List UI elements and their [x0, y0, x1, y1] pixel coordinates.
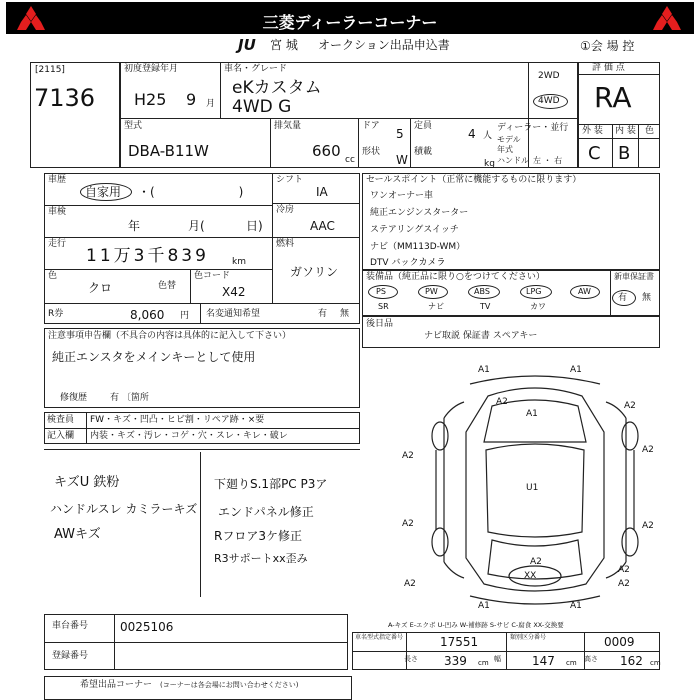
inspection-month: 月( — [188, 219, 205, 233]
remark-left: AWキズ — [54, 527, 101, 542]
damage-mark: A2 — [642, 521, 654, 531]
displacement-unit: cc — [345, 155, 355, 165]
history-label: 車歴 — [48, 175, 67, 185]
copy-mark: ①会 場 控 — [580, 39, 635, 53]
damage-mark: A1 — [526, 409, 538, 419]
registration-label: 登録番号 — [52, 651, 89, 661]
banner-title: 三菱ディーラーコーナー — [262, 13, 438, 32]
damage-mark: XX — [524, 571, 537, 581]
drive-2wd: 2WD — [538, 71, 560, 81]
damage-mark: A2 — [624, 401, 636, 411]
equipment-label: 装備品（純正品に限り○をつけてください） — [366, 272, 545, 282]
repair-label: 修復歴 — [60, 393, 88, 403]
inspector-row-2: 内装・キズ・汚レ・コゲ・穴・スレ・キレ・破レ — [90, 431, 288, 441]
capacity-value: 4 — [468, 127, 476, 141]
displacement-value: 660 — [312, 142, 341, 160]
width-value: 147 — [532, 654, 555, 668]
shift-value: IA — [316, 185, 328, 199]
history-other: ・( ) — [138, 185, 244, 199]
drive-4wd: 4WD — [538, 96, 560, 106]
after-items-label: 後日品 — [366, 319, 394, 329]
type-number: 17551 — [440, 635, 479, 649]
model-value: DBA-B11W — [128, 142, 209, 160]
handle-label: ハンドル — [497, 156, 529, 165]
sales-point-item: ステアリングスイッチ — [370, 225, 459, 235]
mitsubishi-logo-icon — [652, 5, 682, 32]
aircon-value: AAC — [310, 219, 335, 233]
damage-mark: A1 — [570, 365, 582, 375]
warranty-yes: 有 — [618, 293, 628, 303]
inspection-year: 年 — [128, 219, 141, 233]
damage-mark: A2 — [618, 579, 630, 589]
exterior-label: 外 装 — [582, 126, 603, 136]
exterior-grade: C — [588, 143, 601, 164]
after-items-value: ナビ取説 保証書 スペアキー — [424, 331, 538, 341]
remark-right: Rフロア3ケ修正 — [214, 529, 302, 543]
width-unit: cm — [566, 659, 577, 667]
width-label: 幅 — [494, 655, 501, 663]
car-grade: 4WD G — [232, 97, 292, 117]
load-label: 積載 — [414, 147, 433, 157]
damage-mark: A1 — [478, 601, 490, 611]
damage-mark: A2 — [496, 397, 508, 407]
entry-label: 記入欄 — [47, 431, 75, 441]
remark-right: 下廻りS.1部PC P3ア — [214, 477, 328, 491]
equip-abs: ABS — [474, 287, 490, 296]
name-change-yes: 有 — [318, 309, 328, 319]
interior-label: 内 装 — [615, 126, 636, 136]
shape-value: W — [396, 153, 408, 167]
load-unit: kg — [484, 159, 495, 169]
sales-point-item: ナビ（MM113D-WM） — [370, 242, 466, 252]
category-number: 0009 — [604, 635, 635, 649]
mileage-value: 11万3千839 — [86, 246, 209, 266]
equip-lpg: LPG — [526, 287, 542, 296]
sales-points-label: セールスポイント（正常に機能するものに限ります） — [366, 175, 582, 185]
interior-grade: B — [618, 143, 631, 164]
first-reg-month: 9 — [186, 90, 197, 109]
damage-mark: A2 — [402, 519, 414, 529]
dealer-year-label: 年式 — [497, 145, 513, 154]
equip-pw: PW — [425, 287, 438, 296]
color-code-label: 色コード — [194, 271, 231, 281]
color-code: X42 — [222, 285, 246, 299]
sales-points-box — [362, 173, 660, 270]
remark-left: キズU 鉄粉 — [54, 475, 120, 490]
equip-ps: PS — [376, 287, 386, 296]
aircon-label: 冷房 — [276, 205, 295, 215]
notes-text: 純正エンスタをメインキーとして使用 — [52, 350, 256, 364]
dealer-corner-banner — [6, 2, 694, 34]
damage-mark: U1 — [526, 483, 539, 493]
equip-tv: TV — [480, 302, 491, 311]
equip-leather: カワ — [530, 302, 546, 311]
first-reg-year: H25 — [134, 90, 167, 109]
grade-value: RA — [594, 81, 632, 114]
sales-point-item: 純正エンジンスターター — [370, 208, 469, 218]
dealer-model-label: モデル — [497, 135, 521, 144]
warranty-label: 新車保証書 — [614, 272, 654, 281]
grade-label: 評 価 点 — [592, 63, 625, 73]
capacity-label: 定員 — [414, 121, 433, 131]
color-value: クロ — [88, 281, 113, 295]
damage-mark: A2 — [404, 579, 416, 589]
form-name: オークション出品申込書 — [318, 38, 450, 52]
height-value: 162 — [620, 654, 643, 668]
inspection-day: 日) — [246, 219, 263, 233]
damage-legend: A-キズ E-エクボ U-凹み W-補修跡 S-サビ C-腐食 XX-交換要 — [388, 621, 564, 629]
damage-mark: A2 — [530, 557, 542, 567]
shift-label: シフト — [276, 175, 304, 185]
fuel-value: ガソリン — [290, 265, 339, 279]
repaint-label: 色替 — [158, 281, 177, 291]
shape-label: 形状 — [362, 147, 381, 157]
inspector-row-1: FW・キズ・凹凸・ヒビ割・リペア跡・×要 — [90, 415, 265, 425]
doors-value: 5 — [396, 127, 404, 141]
damage-mark: A2 — [642, 445, 654, 455]
recycle-label: R券 — [48, 309, 64, 319]
damage-mark: A1 — [478, 365, 490, 375]
mileage-label: 走行 — [48, 239, 67, 249]
sales-point-item: ワンオーナー車 — [370, 191, 434, 201]
damage-mark: A2 — [402, 451, 414, 461]
lot-box — [30, 62, 120, 168]
auction-prefecture: 宮 城 — [270, 38, 298, 52]
chassis-label: 車台番号 — [52, 621, 89, 631]
equip-aw: AW — [578, 287, 591, 296]
length-unit: cm — [478, 659, 489, 667]
doors-label: ドア — [362, 121, 380, 131]
car-name-label: 車名・グレード — [224, 64, 288, 74]
chassis-number: 0025106 — [120, 620, 174, 634]
type-number-label: 車名型式指定番号 — [355, 634, 404, 641]
model-label: 型式 — [124, 121, 143, 131]
name-change-label: 名変通知希望 — [206, 309, 261, 319]
history-value: 自家用 — [85, 185, 122, 199]
equip-navi: ナビ — [428, 302, 444, 311]
lot-code: [2115] — [35, 65, 65, 75]
preferred-corner-note: (コーナーは各会場にお問い合わせください) — [160, 681, 299, 689]
fuel-label: 燃料 — [276, 239, 295, 249]
inspector-label: 検査員 — [47, 415, 75, 425]
lot-number: 7136 — [34, 84, 96, 112]
remark-left: ハンドルスレ カミラーキズ — [50, 502, 198, 516]
capacity-unit: 人 — [483, 131, 493, 141]
handle-value: 左 ・ 右 — [533, 156, 563, 165]
dealer-label: ディーラー・並行 — [497, 123, 569, 133]
preferred-corner-label: 希望出品コーナー — [80, 680, 153, 690]
recycle-unit: 円 — [180, 311, 190, 321]
warranty-no: 無 — [642, 293, 652, 303]
mileage-unit: km — [232, 257, 246, 267]
sales-point-item: DTV バックカメラ — [370, 258, 446, 268]
color-label: 色 — [48, 271, 58, 281]
height-label: 高さ — [584, 655, 598, 663]
auction-brand: JU — [238, 36, 256, 54]
category-number-label: 類別区分番号 — [510, 634, 547, 641]
length-value: 339 — [444, 654, 467, 668]
damage-mark: A2 — [618, 565, 630, 575]
first-reg-label: 初度登録年月 — [124, 64, 179, 74]
first-reg-month-unit: 月 — [206, 99, 216, 109]
height-unit: cm — [650, 659, 661, 667]
grade-color-label: 色 — [645, 126, 655, 136]
length-label: 長さ — [404, 655, 418, 663]
recycle-value: 8,060 — [130, 308, 165, 322]
equip-sr: SR — [378, 302, 389, 311]
inspection-label: 車検 — [48, 207, 67, 217]
displacement-label: 排気量 — [274, 121, 302, 131]
notes-label: 注意事項申告欄（不具合の内容は具体的に記入して下さい） — [48, 331, 292, 341]
car-name: eKカスタム — [232, 78, 322, 98]
damage-mark: A1 — [570, 601, 582, 611]
remark-right: R3サポートxx歪み — [214, 552, 308, 565]
name-change-no: 無 — [340, 309, 350, 319]
repair-rest: 有 〔箇所 — [110, 393, 149, 403]
remark-right: エンドパネル修正 — [218, 505, 314, 519]
